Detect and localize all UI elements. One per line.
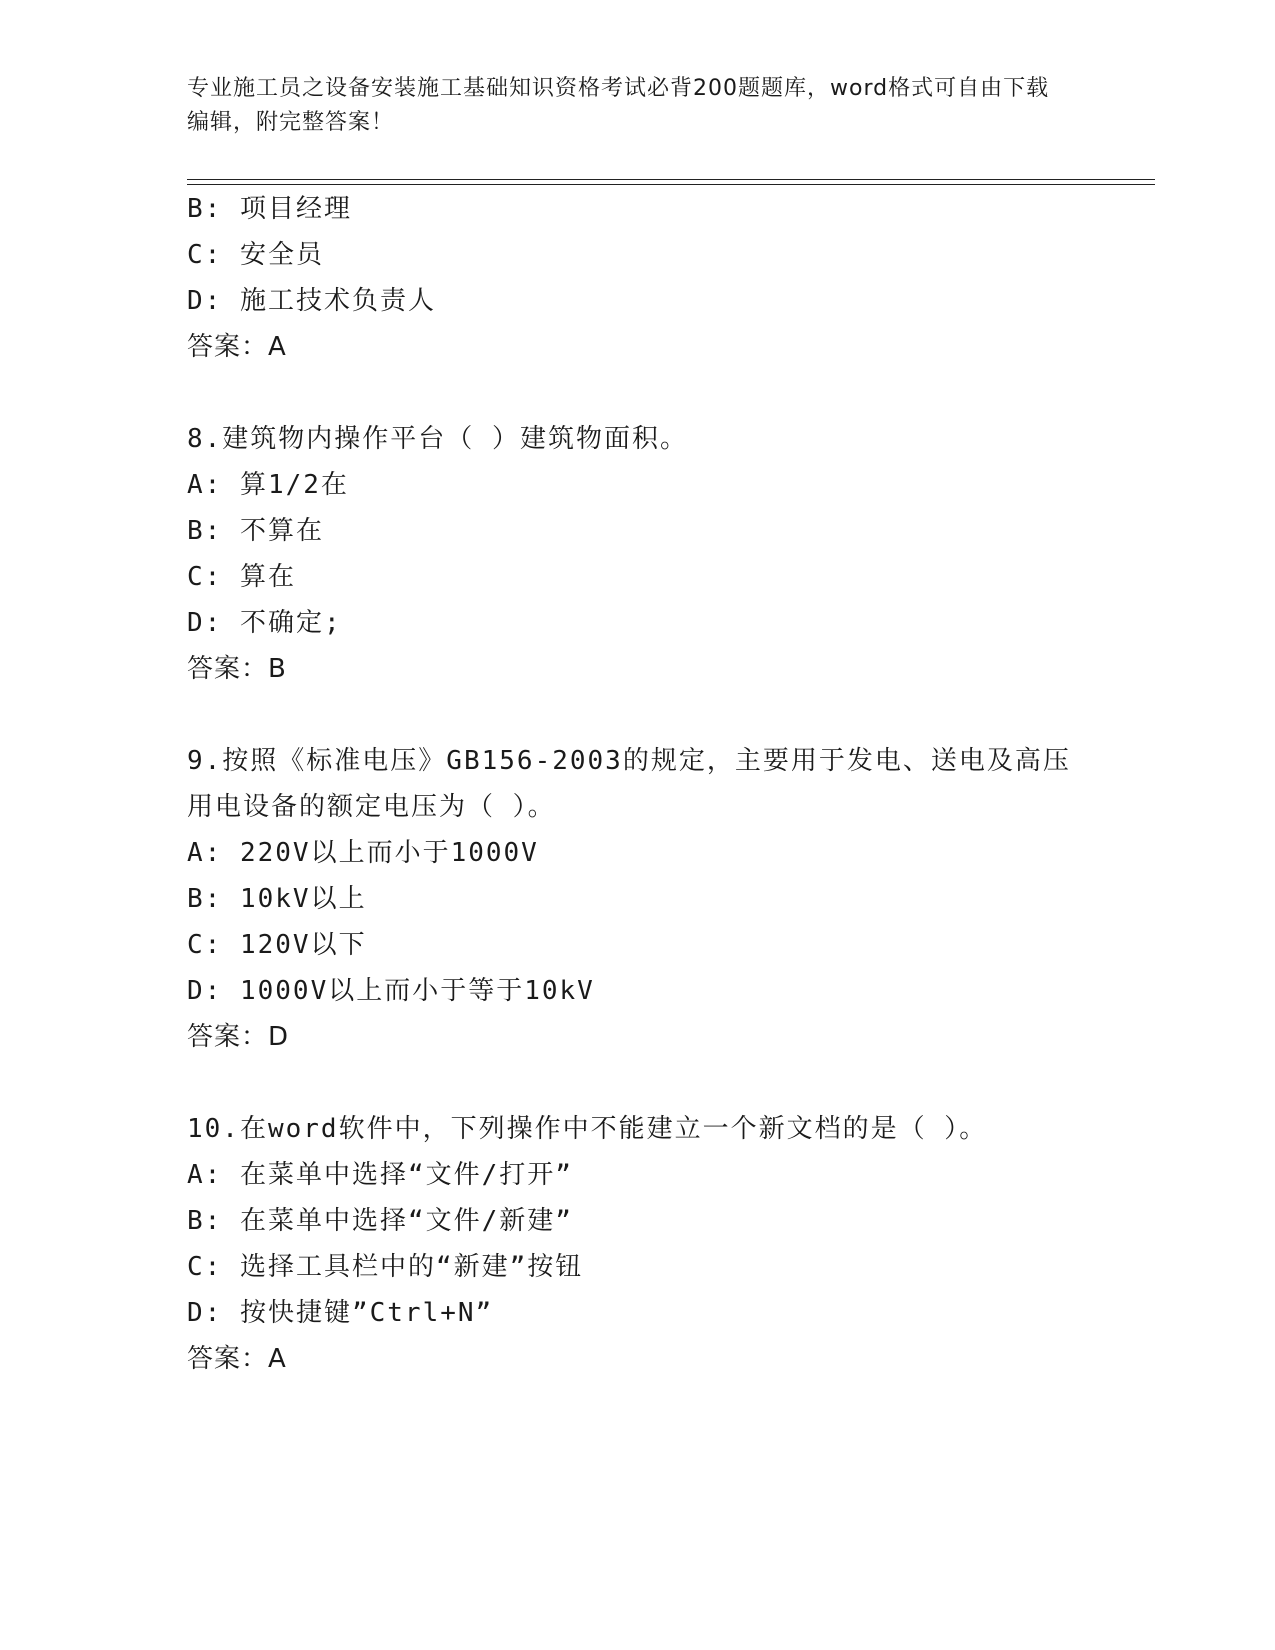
- option-a: A: 算1/2在: [187, 470, 349, 500]
- header-divider-top: [187, 179, 1155, 180]
- answer-line: 答案：A: [187, 1344, 287, 1374]
- question-text: 8.建筑物内操作平台（ ）建筑物面积。: [187, 424, 688, 454]
- option-b: B: 10kV以上: [187, 884, 367, 914]
- option-c: C: 算在: [187, 562, 296, 592]
- option-c: C: 120V以下: [187, 930, 367, 960]
- option-a: A: 在菜单中选择“文件/打开”: [187, 1160, 573, 1190]
- header-divider-bottom: [187, 184, 1155, 185]
- answer-line: 答案：D: [187, 1022, 290, 1052]
- document-header: 专业施工员之设备安装施工基础知识资格考试必背200题题库，word格式可自由下载编辑，附完整答案！: [187, 76, 1050, 135]
- option-b: B: 项目经理: [187, 194, 352, 224]
- answer-line: 答案：B: [187, 654, 287, 684]
- question-9: [187, 738, 1087, 1060]
- question-7-continued: [187, 186, 1087, 370]
- spacer: [187, 1060, 1087, 1106]
- spacer: [187, 692, 1087, 738]
- question-10: [187, 1106, 1087, 1382]
- option-d: D: 施工技术负责人: [187, 286, 436, 316]
- option-c: C: 安全员: [187, 240, 324, 270]
- question-text: 10.在word软件中，下列操作中不能建立一个新文档的是（ ）。: [187, 1114, 988, 1144]
- option-d: D: 1000V以上而小于等于10kV: [187, 976, 595, 1006]
- option-a: A: 220V以上而小于1000V: [187, 838, 539, 868]
- question-list: [187, 186, 1087, 1382]
- spacer: [187, 370, 1087, 416]
- answer-line: 答案：A: [187, 332, 287, 362]
- option-b: B: 在菜单中选择“文件/新建”: [187, 1206, 573, 1236]
- option-b: B: 不算在: [187, 516, 324, 546]
- question-8: [187, 416, 1087, 692]
- question-text-line-2: 用电设备的额定电压为（ ）。: [187, 792, 556, 822]
- option-d: D: 不确定;: [187, 608, 342, 638]
- option-d: D: 按快捷键”Ctrl+N”: [187, 1298, 494, 1328]
- question-text-line-1: 9.按照《标准电压》GB156-2003的规定，主要用于发电、送电及高压: [187, 746, 1071, 776]
- option-c: C: 选择工具栏中的“新建”按钮: [187, 1252, 584, 1282]
